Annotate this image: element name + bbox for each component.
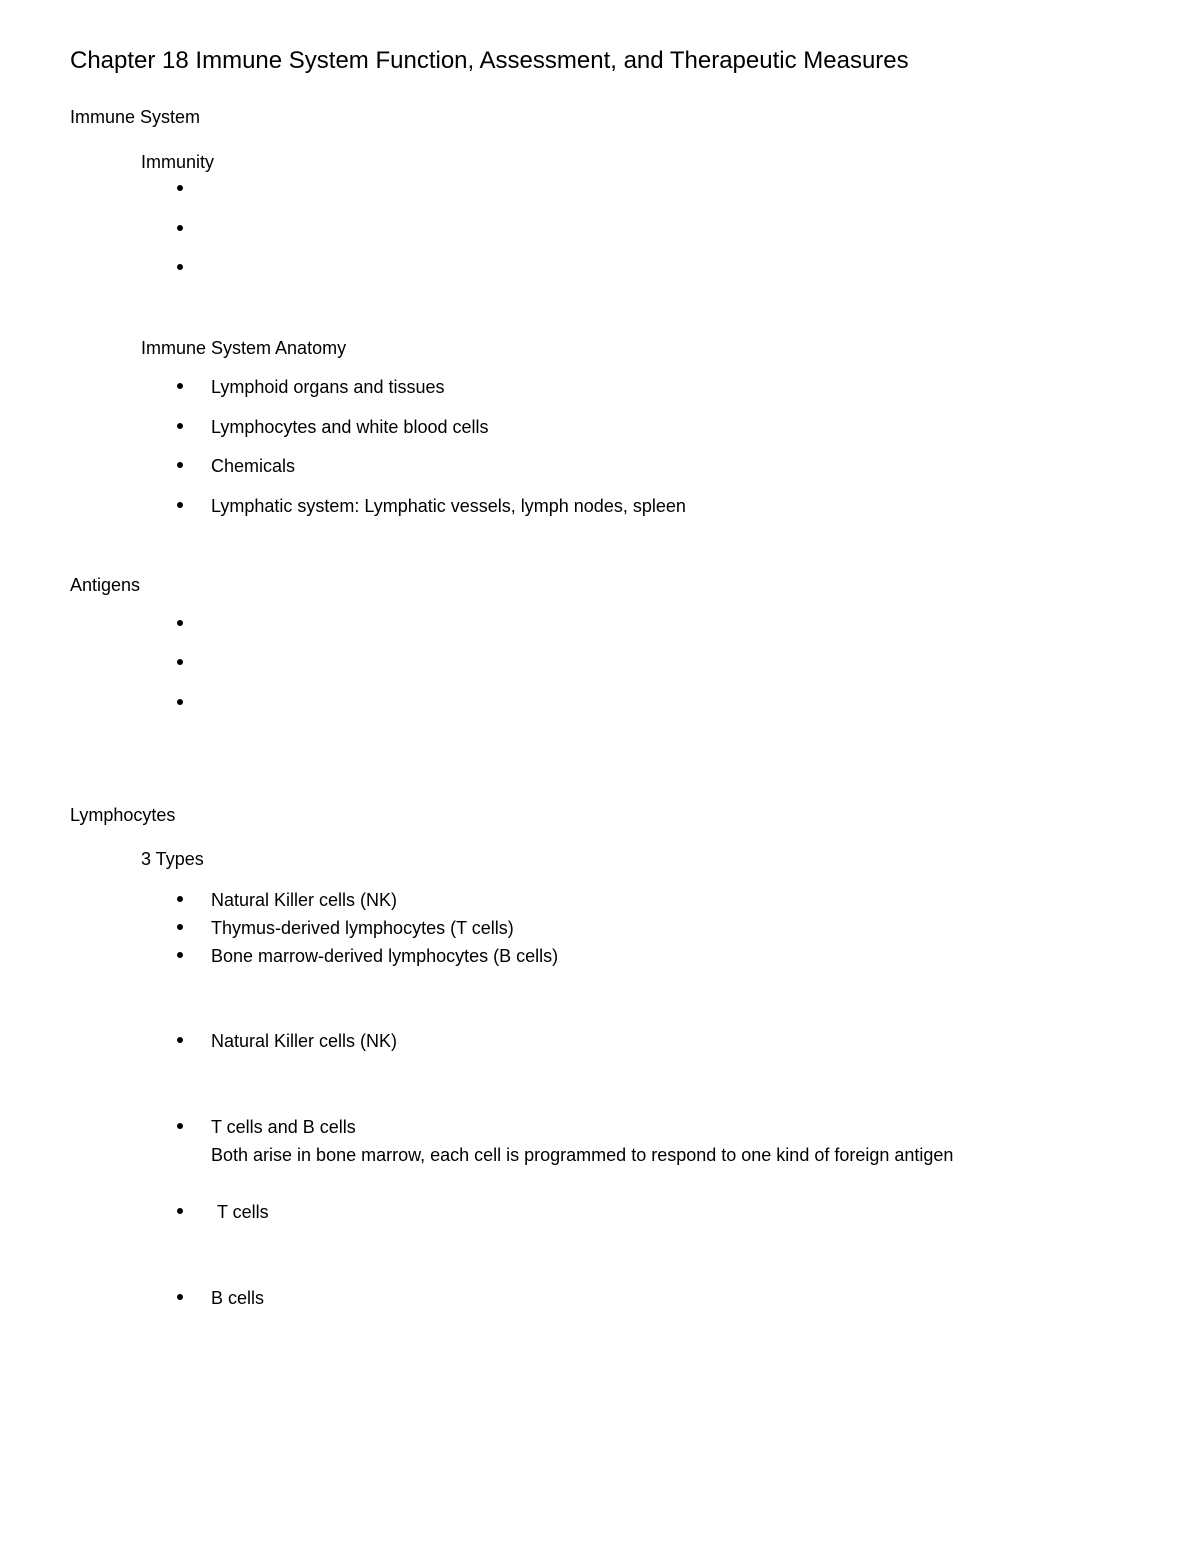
bullet-icon [176, 658, 184, 666]
bullet-icon [176, 1122, 184, 1130]
bullet-icon [176, 1293, 184, 1301]
bullet-icon [176, 224, 184, 232]
list-item: Chemicals [211, 456, 296, 476]
list-item-t-cells: T cells [217, 1202, 269, 1222]
list-item-b-cells: B cells [211, 1288, 265, 1308]
list-item: Lymphatic system: Lymphatic vessels, lymph nodes, spleen [211, 496, 686, 516]
list-item: Lymphocytes and white blood cells [211, 417, 489, 437]
list-item: Lymphoid organs and tissues [211, 377, 445, 397]
bullet-icon [176, 698, 184, 706]
bullet-icon [176, 422, 184, 430]
bullet-icon [176, 1036, 184, 1044]
bullet-icon [176, 184, 184, 192]
bullet-icon [176, 951, 184, 959]
bullet-icon [176, 895, 184, 903]
bullet-icon [176, 263, 184, 271]
bullet-icon [176, 619, 184, 627]
bullet-icon [176, 382, 184, 390]
bullet-icon [176, 461, 184, 469]
list-item-nk: Natural Killer cells (NK) [211, 1031, 398, 1051]
list-item-t-and-b-cells: T cells and B cells [211, 1117, 356, 1137]
section-heading-immune-system: Immune System [70, 107, 201, 127]
subheading-3-types: 3 Types [141, 849, 204, 869]
list-item: Thymus-derived lymphocytes (T cells) [211, 918, 514, 938]
subheading-immunity: Immunity [141, 152, 215, 172]
bullet-icon [176, 1207, 184, 1215]
list-item-detail: Both arise in bone marrow, each cell is programmed to respond to one kind of foreign antigen [211, 1145, 954, 1165]
subheading-immune-system-anatomy: Immune System Anatomy [141, 338, 347, 358]
section-heading-antigens: Antigens [70, 575, 141, 595]
section-heading-lymphocytes: Lymphocytes [70, 805, 176, 825]
list-item: Natural Killer cells (NK) [211, 890, 398, 910]
bullet-icon [176, 923, 184, 931]
page-title: Chapter 18 Immune System Function, Assessment, and Therapeutic Measures [70, 47, 909, 74]
bullet-icon [176, 501, 184, 509]
list-item: Bone marrow-derived lymphocytes (B cells) [211, 946, 559, 966]
